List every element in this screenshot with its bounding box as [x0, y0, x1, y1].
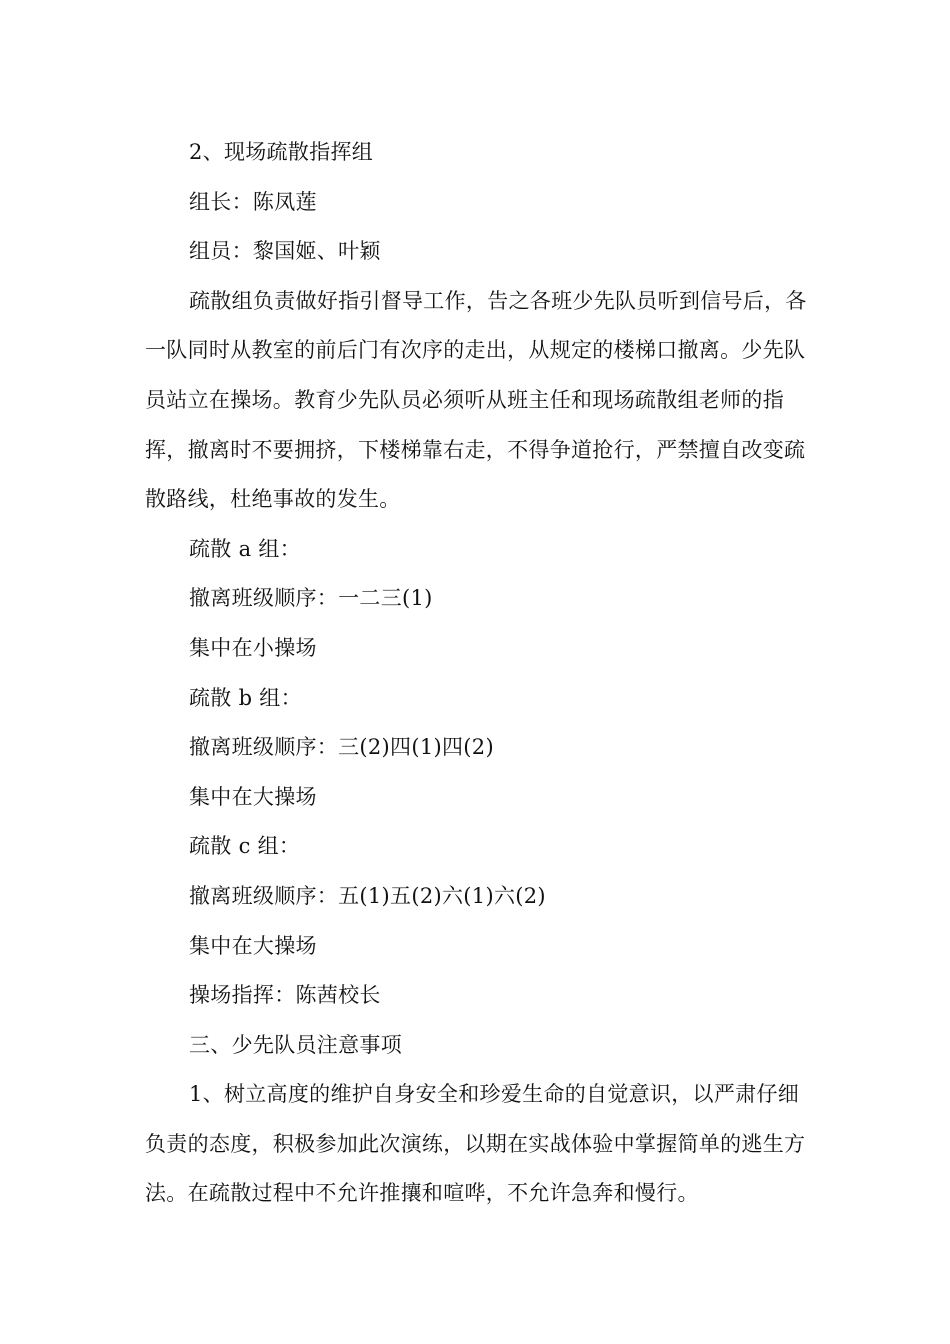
group-leader-line: 组长：陈凤莲 [189, 189, 317, 214]
precaution-item-1: 1、树立高度的维护自身安全和珍爱生命的自觉意识，以严肃仔细负责的态度，积极参加此次演练，以期在实战体验中掌握简单的逃生方法。在疏散过程中不允许推攘和喧哗，不允许急奔和慢行。 [145, 1082, 806, 1206]
section-heading-precautions: 三、少先队员注意事项 [189, 1032, 402, 1057]
group-a-heading: 疏散 a 组： [189, 536, 301, 561]
group-c-order: 撤离班级顺序：五(1)五(2)六(1)六(2) [189, 883, 546, 908]
group-b-assembly: 集中在大操场 [189, 784, 317, 809]
document-body [145, 128, 810, 1219]
group-c-assembly: 集中在大操场 [189, 933, 317, 958]
evacuation-duty-paragraph: 疏散组负责做好指引督导工作，告之各班少先队员听到信号后，各一队同时从教室的前后门有次序的走出，从规定的楼梯口撤离。少先队员站立在操场。教育少先队员必须听从班主任和现场疏散组老师的指挥，撤离时不要拥挤，下楼梯靠右走，不得争道抢行，严禁擅自改变疏散路线，杜绝事故的发生。 [145, 288, 807, 512]
playground-commander-line: 操场指挥：陈茜校长 [189, 983, 381, 1008]
section-heading-evacuation-command: 2、现场疏散指挥组 [189, 140, 374, 164]
group-b-order: 撤离班级顺序：三(2)四(1)四(2) [189, 735, 494, 760]
group-c-heading: 疏散 c 组： [189, 834, 301, 859]
group-b-heading: 疏散 b 组： [189, 685, 302, 710]
group-a-order: 撤离班级顺序：一二三(1) [189, 586, 433, 611]
group-a-assembly: 集中在小操场 [189, 635, 317, 660]
group-members-line: 组员：黎国姬、叶颖 [189, 239, 381, 264]
